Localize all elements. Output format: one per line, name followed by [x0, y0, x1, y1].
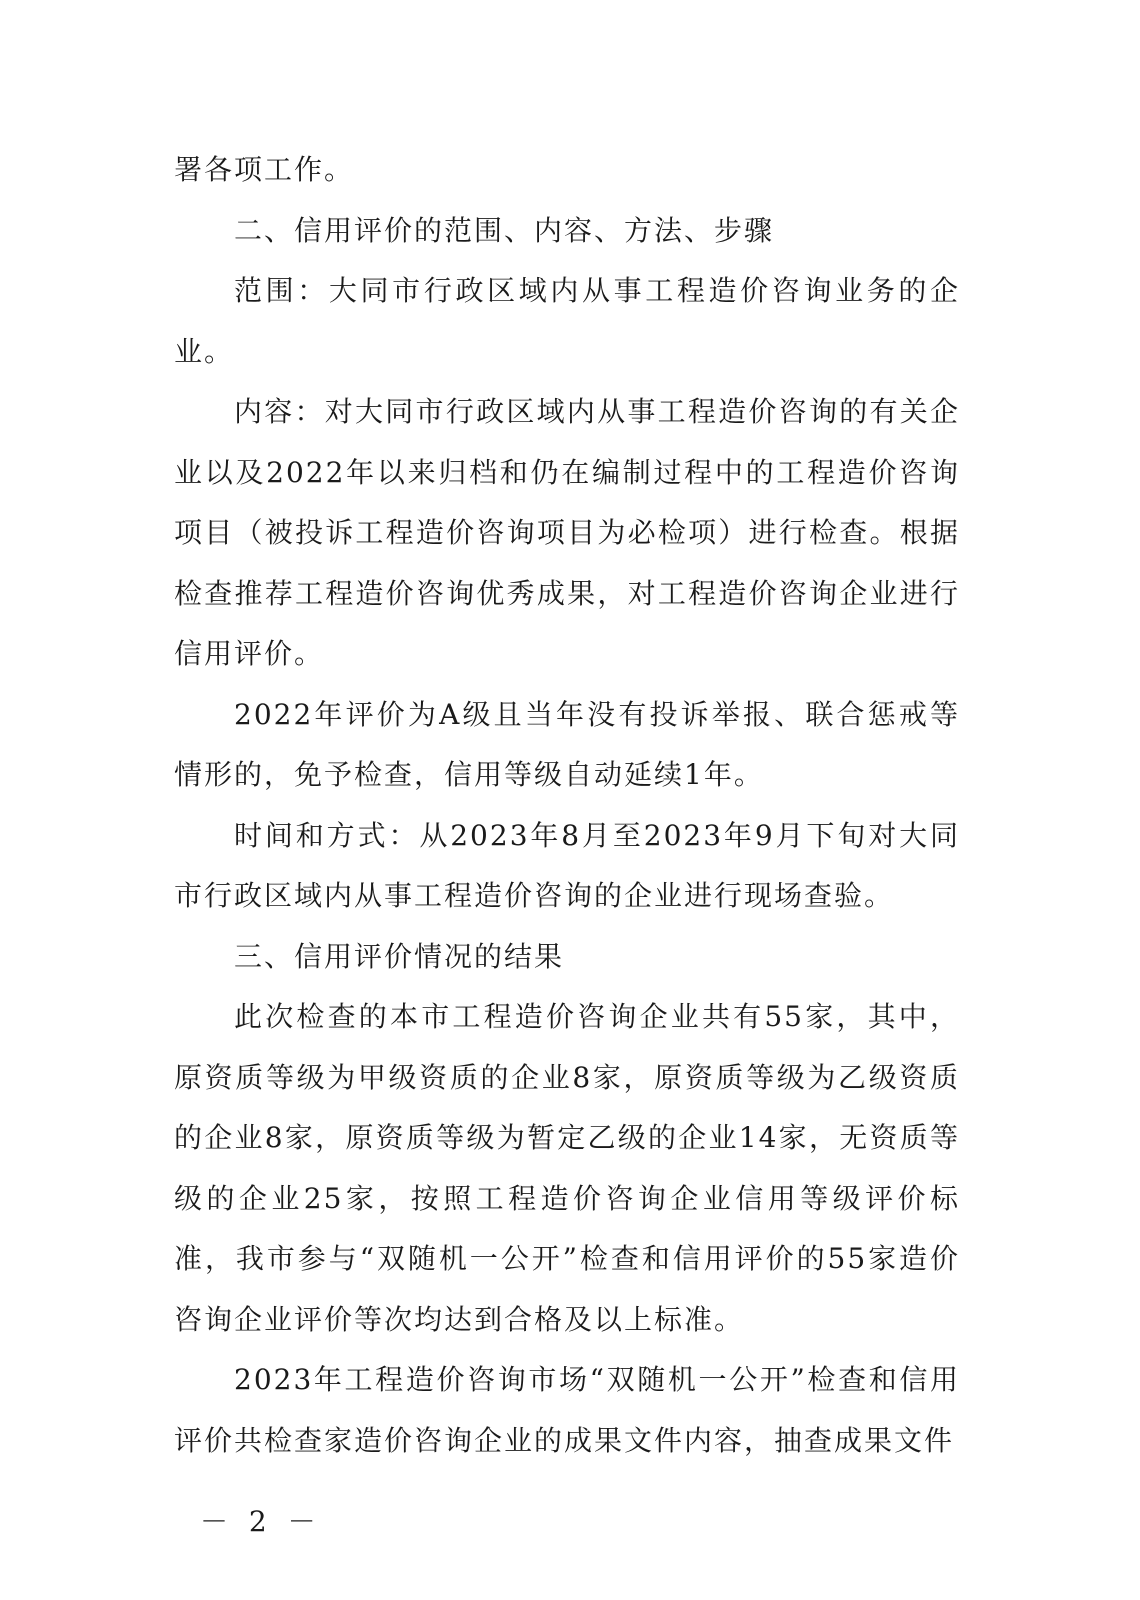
- paragraph-scope: 范围：大同市行政区域内从事工程造价咨询业务的企业。: [174, 274, 960, 368]
- paragraph-continuation: 署各项工作。: [174, 153, 355, 186]
- paragraph-summary: 2023年工程造价咨询市场“双随机一公开”检查和信用评价共检查家造价咨询企业的成果文件内容，抽查成果文件: [174, 1363, 960, 1457]
- paragraph-exemption: 2022年评价为A级且当年没有投诉举报、联合惩戒等情形的，免予检查，信用等级自动延续1年。: [174, 697, 960, 791]
- section-heading-3: 三、信用评价情况的结果: [234, 939, 565, 973]
- paragraph-time-method: 时间和方式：从2023年8月至2023年9月下旬对大同市行政区域内从事工程造价咨询的企业进行现场查验。: [174, 818, 960, 912]
- section-heading-2: 二、信用评价的范围、内容、方法、步骤: [234, 213, 775, 247]
- paragraph-results: 此次检查的本市工程造价咨询企业共有55家，其中，原资质等级为甲级资质的企业8家，原资质等级为乙级资质的企业8家，原资质等级为暂定乙级的企业14家，无资质等级的企业25家，按照工程造价咨询企业信用等级评价标准，我市参与“双随机一公开”检查和信用评价的55家造价咨询企业评价等次均达到合格及以上标准。: [174, 1000, 960, 1336]
- page-number: － 2 －: [200, 1505, 322, 1538]
- body-text: [174, 140, 960, 1471]
- paragraph-content: 内容：对大同市行政区域内从事工程造价咨询的有关企业以及2022年以来归档和仍在编制过程中的工程造价咨询项目（被投诉工程造价咨询项目为必检项）进行检查。根据检查推荐工程造价咨询优秀成果，对工程造价咨询企业进行信用评价。: [174, 395, 960, 670]
